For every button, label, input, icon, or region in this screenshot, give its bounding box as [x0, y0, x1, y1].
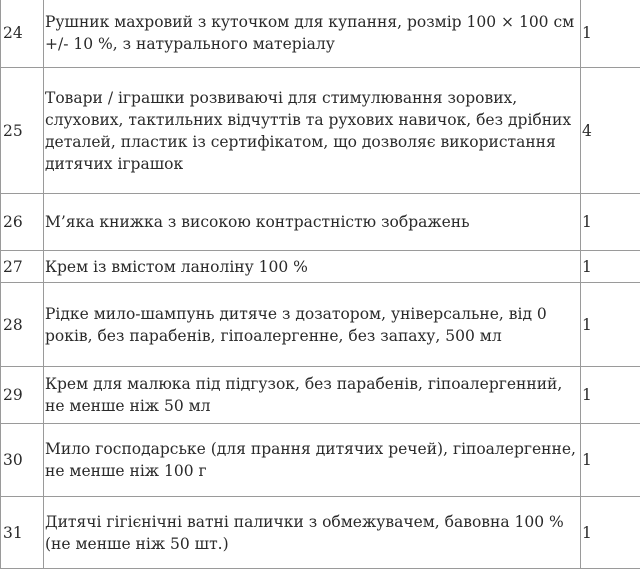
- table-row: [1, 251, 640, 283]
- table-row: [1, 424, 640, 497]
- table-row: [1, 68, 640, 194]
- item-description: Крем для малюка під підгузок, без парабенів, гіпоалергенний, не менше ніж 50 мл: [44, 367, 581, 424]
- item-description: Мило господарське (для прання дитячих речей), гіпоалергенне, не менше ніж 100 г: [44, 424, 581, 497]
- row-number: 26: [1, 194, 44, 251]
- item-quantity: 4: [581, 68, 640, 194]
- item-description: Рідке мило-шампунь дитяче з дозатором, універсальне, від 0 років, без парабенів, гіпоалергенне, без запаху, 500 мл: [44, 283, 581, 367]
- row-number: 30: [1, 424, 44, 497]
- row-number: 31: [1, 497, 44, 569]
- table-row: [1, 497, 640, 569]
- row-number: 24: [1, 0, 44, 68]
- item-quantity: 1: [581, 283, 640, 367]
- item-description: Дитячі гігієнічні ватні палички з обмежувачем, бавовна 100 % (не менше ніж 50 шт.): [44, 497, 581, 569]
- row-number: 29: [1, 367, 44, 424]
- item-description: Рушник махровий з куточком для купання, розмір 100 × 100 см +/- 10 %, з натурального матеріалу: [44, 0, 581, 68]
- row-number: 25: [1, 68, 44, 194]
- table-row: [1, 194, 640, 251]
- item-description: Товари / іграшки розвиваючі для стимулювання зорових, слухових, тактильних відчуттів та рухових навичок, без дрібних деталей, пластик із сертифікатом, що дозволяє використання дитячих іграшок: [44, 68, 581, 194]
- row-number: 28: [1, 283, 44, 367]
- item-quantity: 1: [581, 0, 640, 68]
- table-row: [1, 283, 640, 367]
- row-number: 27: [1, 251, 44, 283]
- table-row: [1, 367, 640, 424]
- item-quantity: 1: [581, 424, 640, 497]
- table-row: [1, 0, 640, 68]
- item-quantity: 1: [581, 194, 640, 251]
- item-quantity: 1: [581, 497, 640, 569]
- item-quantity: 1: [581, 251, 640, 283]
- item-quantity: 1: [581, 367, 640, 424]
- item-description: М’яка книжка з високою контрастністю зображень: [44, 194, 581, 251]
- item-description: Крем із вмістом ланоліну 100 %: [44, 251, 581, 283]
